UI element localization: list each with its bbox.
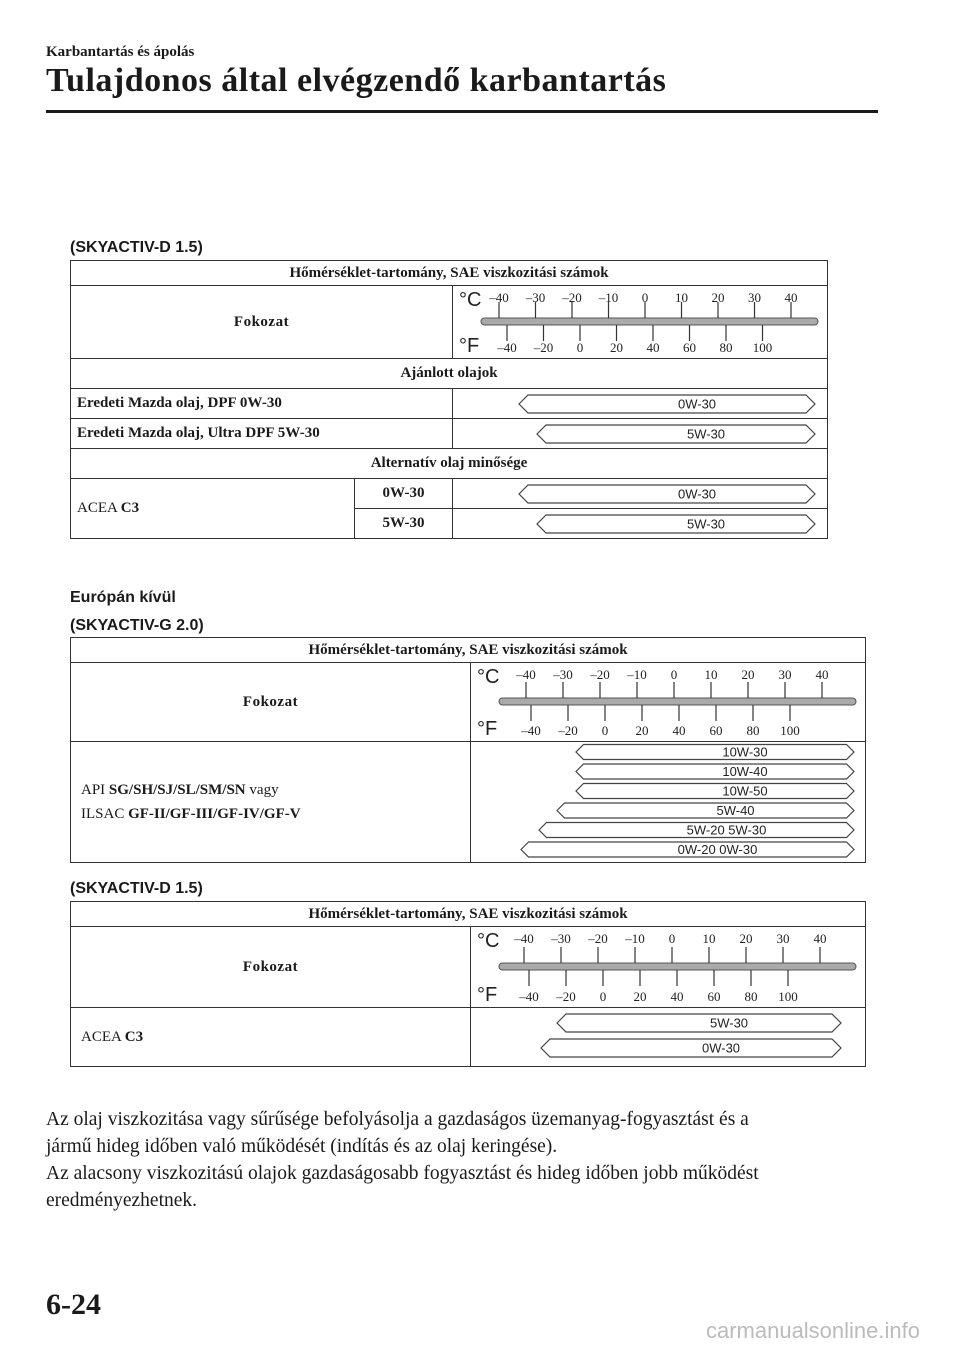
celsius-tick-label: 30 [778, 667, 792, 682]
viscosity-bar-label: 10W-40 [722, 764, 768, 779]
viscosity-bar-label: 0W-30 [677, 396, 717, 411]
fahrenheit-tick-label: 60 [707, 989, 721, 1004]
temperature-bar [499, 698, 856, 705]
fahrenheit-tick-label: 40 [646, 340, 660, 355]
page-title: Tulajdonos által elvégzendő karbantartás [46, 62, 667, 99]
viscosity-bar-label: 5W-40 [716, 803, 755, 818]
table2-temperature-scale [471, 663, 866, 742]
celsius-tick-label: –20 [588, 931, 608, 946]
fahrenheit-tick-label: 20 [635, 723, 649, 738]
table1-alt2-bar-cell [453, 509, 828, 539]
fahrenheit-symbol: °F [459, 335, 480, 357]
celsius-tick-label: –30 [553, 667, 573, 682]
table3-viscosity-bars [471, 1008, 866, 1066]
table1-header: Hőmérséklet-tartomány, SAE viszkozitási számok [71, 261, 828, 286]
celsius-tick-label: –20 [590, 667, 610, 682]
table1-alt-header: Alternatív olaj minősége [71, 449, 828, 479]
table2-api-spec: API SG/SH/SJ/SL/SM/SN vagy ILSAC GF-II/GF-III/GF-IV/GF-V [71, 742, 471, 863]
fahrenheit-symbol: °F [477, 984, 498, 1006]
celsius-tick-label: 0 [670, 667, 678, 682]
viscosity-bar [537, 515, 815, 533]
fahrenheit-tick-label: 40 [670, 989, 684, 1004]
fahrenheit-tick-label: 80 [744, 989, 758, 1004]
table1-oil1-name: Eredeti Mazda olaj, DPF 0W-30 [71, 389, 453, 419]
viscosity-bar-label: 5W-30 [686, 426, 726, 441]
viscosity-bar-0w30 [453, 480, 828, 508]
viscosity-bar-label: 0W-20 0W-30 [677, 842, 758, 857]
fahrenheit-tick-label: 80 [746, 723, 760, 738]
table1-oil2-bar-cell [453, 419, 828, 449]
celsius-tick-label: –30 [551, 931, 571, 946]
celsius-tick-label: –10 [598, 290, 619, 305]
viscosity-bar-label: 5W-30 [709, 1015, 749, 1031]
table2-header: Hőmérséklet-tartomány, SAE viszkozitási számok [71, 638, 866, 663]
celsius-tick-label: –20 [562, 290, 582, 305]
section-label: Karbantartás és ápolás [46, 44, 195, 60]
table1-alt1-bar-cell [453, 479, 828, 509]
celsius-tick-label: 0 [641, 290, 649, 305]
table2-grade-label: Fokozat [71, 663, 471, 742]
viscosity-bar [557, 803, 854, 818]
celsius-tick-label: –40 [514, 931, 534, 946]
table3-temperature-scale [471, 927, 866, 1008]
celsius-tick-label: 0 [668, 931, 676, 946]
viscosity-bar-5w30 [453, 510, 828, 538]
temperature-scale [471, 927, 866, 1007]
celsius-tick-label: –40 [516, 667, 536, 682]
celsius-tick-label: 30 [776, 931, 790, 946]
temperature-bar [481, 318, 818, 325]
celsius-tick-label: 40 [784, 290, 798, 305]
celsius-tick-label: 10 [704, 667, 718, 682]
page-number: 6-24 [46, 1288, 101, 1321]
table3-label: (SKYACTIV-D 1.5) [70, 880, 203, 897]
viscosity-bar [519, 485, 815, 503]
table1-alt1-grade: 0W-30 [355, 479, 453, 509]
viscosity-bar [557, 1014, 841, 1032]
fahrenheit-tick-label: 60 [709, 723, 723, 738]
celsius-tick-label: –10 [627, 667, 647, 682]
table1-temperature-scale [453, 286, 828, 359]
outside-europe-label: Európán kívül [70, 589, 176, 606]
table3-grade-label: Fokozat [71, 927, 471, 1008]
table3-bars-cell [471, 1008, 866, 1067]
celsius-tick-label: 10 [702, 931, 716, 946]
celsius-tick-label: 40 [813, 931, 827, 946]
paragraph-line: eredményezhetnek. [46, 1190, 198, 1211]
celsius-tick-label: 10 [675, 290, 688, 305]
paragraph-line: Az alacsony viszkozitású olajok gazdaságosabb fogyasztást és hideg időben jobb működést [46, 1163, 759, 1184]
fahrenheit-tick-label: 40 [672, 723, 686, 738]
viscosity-bar [576, 764, 854, 779]
fahrenheit-tick-label: 100 [780, 723, 800, 738]
paragraph-line: Az olaj viszkozitása vagy sűrűsége befolyásolja a gazdaságos üzemanyag-fogyasztást és a [46, 1109, 749, 1130]
fahrenheit-tick-label: –20 [556, 989, 576, 1004]
paragraph-line: jármű hideg időben való működését (indítás és az olaj keringése). [46, 1136, 558, 1157]
fahrenheit-tick-label: 0 [599, 989, 607, 1004]
temperature-scale [471, 663, 866, 741]
fahrenheit-tick-label: –40 [519, 989, 539, 1004]
fahrenheit-tick-label: –40 [521, 723, 541, 738]
viscosity-bar [519, 395, 815, 413]
fahrenheit-tick-label: 20 [633, 989, 647, 1004]
viscosity-bar [576, 745, 854, 760]
table1-grade-label: Fokozat [71, 286, 453, 359]
fahrenheit-tick-label: 100 [778, 989, 798, 1004]
table1-oil1-bar-cell [453, 389, 828, 419]
fahrenheit-tick-label: 60 [683, 340, 696, 355]
fahrenheit-tick-label: 80 [719, 340, 733, 355]
table1-alt2-grade: 5W-30 [355, 509, 453, 539]
celsius-tick-label: –10 [625, 931, 645, 946]
viscosity-bar-label: 10W-50 [722, 783, 768, 799]
temperature-bar [499, 963, 856, 970]
fahrenheit-tick-label: –20 [533, 340, 554, 355]
viscosity-bar [541, 1039, 841, 1057]
table1-recommended-header: Ajánlott olajok [71, 359, 828, 389]
watermark: carmanualsonline.info [705, 1318, 920, 1343]
fahrenheit-tick-label: –40 [497, 340, 517, 355]
celsius-symbol: °C [477, 666, 500, 688]
table1-oil2-name: Eredeti Mazda olaj, Ultra DPF 5W-30 [71, 419, 453, 449]
fahrenheit-tick-label: –20 [558, 723, 578, 738]
celsius-tick-label: –40 [489, 290, 509, 305]
celsius-tick-label: 20 [711, 290, 725, 305]
celsius-tick-label: 40 [815, 667, 829, 682]
viscosity-bar-label: 0W-30 [677, 486, 717, 501]
temperature-scale [453, 286, 828, 358]
table3-acea-spec: ACEA C3 [71, 1008, 471, 1067]
fahrenheit-tick-label: 100 [752, 340, 773, 355]
fahrenheit-tick-label: 0 [601, 723, 609, 738]
viscosity-bar-5w30 [453, 420, 828, 448]
viscosity-table-1 [70, 260, 828, 539]
celsius-tick-label: 30 [748, 290, 761, 305]
celsius-tick-label: 20 [739, 931, 753, 946]
viscosity-bar-label: 10W-30 [722, 744, 768, 760]
viscosity-table-3 [70, 901, 866, 1067]
table1-acea-spec: ACEA C3 [71, 479, 355, 539]
celsius-symbol: °C [459, 289, 482, 311]
fahrenheit-symbol: °F [477, 718, 498, 740]
viscosity-bar-label: 5W-30 [686, 516, 726, 531]
title-rule [46, 110, 878, 113]
table2-bars-cell [471, 742, 866, 863]
celsius-tick-label: –30 [525, 290, 546, 305]
table2-label: (SKYACTIV-G 2.0) [70, 617, 204, 634]
celsius-tick-label: 20 [741, 667, 755, 682]
table3-header: Hőmérséklet-tartomány, SAE viszkozitási számok [71, 902, 866, 927]
viscosity-table-2 [70, 637, 866, 863]
viscosity-bar-label: 0W-30 [701, 1040, 741, 1056]
viscosity-bar-0w30 [453, 390, 828, 418]
viscosity-explanation [46, 1106, 886, 1214]
fahrenheit-tick-label: 20 [610, 340, 623, 355]
table1-label: (SKYACTIV-D 1.5) [70, 239, 203, 256]
viscosity-bar [576, 784, 854, 799]
viscosity-bar [537, 425, 815, 443]
celsius-symbol: °C [477, 930, 500, 952]
fahrenheit-tick-label: 0 [576, 340, 584, 355]
viscosity-bar-label: 5W-20 5W-30 [686, 822, 767, 838]
table2-viscosity-bars [471, 742, 866, 862]
